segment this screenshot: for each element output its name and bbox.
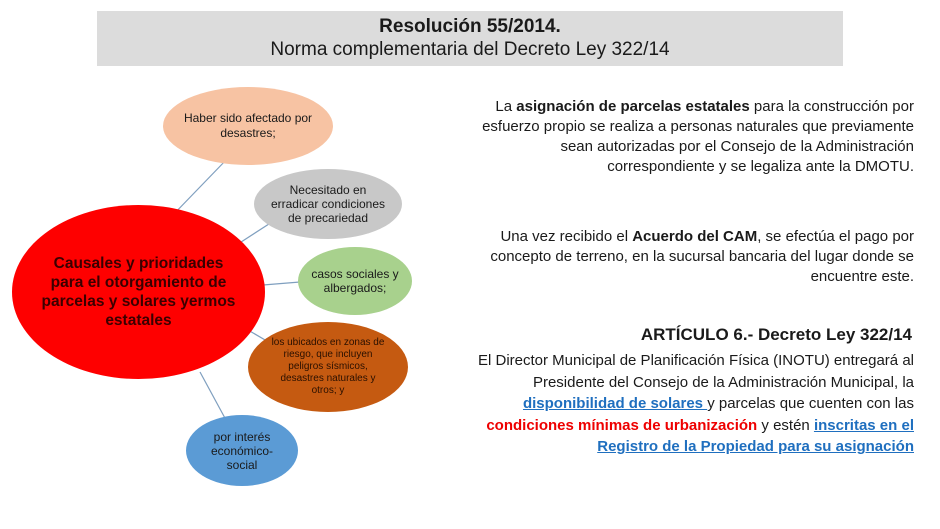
link-registro-propiedad[interactable]: inscritas en el Registro de la Propiedad para su asignación	[597, 416, 914, 455]
node-label: Necesitado en erradicar condiciones de precariedad	[270, 183, 386, 225]
link-disponibilidad-solares[interactable]: disponibilidad de solares	[522, 395, 708, 412]
paragraph-acuerdo	[474, 227, 914, 287]
title-main: Resolución 55/2014.	[379, 16, 561, 37]
connector-3	[263, 282, 300, 285]
diagram-node-desastres	[163, 87, 333, 165]
node-label: por interés económico-social	[210, 429, 274, 472]
diagram-center-node	[12, 205, 265, 379]
diagram-node-casos-sociales	[298, 247, 412, 315]
diagram-node-precariedad	[254, 169, 402, 239]
connector-5	[200, 372, 226, 420]
text-segment: El Director Municipal de Planificación Física (INOTU) entregará al Presidente del Consejo de la Administración Municipal, la	[478, 352, 914, 391]
red-condiciones-urbanizacion: condiciones mínimas de urbanización	[486, 416, 758, 434]
node-label: Haber sido afectado por desastres;	[183, 111, 313, 140]
node-label: casos sociales y albergados;	[311, 267, 399, 295]
paragraph-articulo	[444, 350, 914, 458]
text-segment: y parcelas que cuenten con las	[707, 395, 914, 412]
node-label: los ubicados en zonas de riesgo, que incluyen peligros sísmicos, desastres naturales y otros; y	[271, 337, 385, 396]
paragraph-asignacion	[474, 97, 914, 177]
diagram-node-zonas-riesgo	[248, 322, 408, 412]
bold-asignacion: asignación de parcelas estatales	[516, 98, 750, 115]
text-segment: para la construcción por esfuerzo propio se realiza a personas naturales que previamente sean autorizadas por el Consejo de la Administración correspondiente y se legaliza ante la DMOTU.	[482, 98, 914, 175]
center-node-label: Causales y prioridades para el otorgamiento de parcelas y solares yermos estatales	[41, 255, 236, 329]
text-segment: Una vez recibido el	[500, 228, 633, 245]
text-segment: , se efectúa el pago por concepto de terreno, en la sucursal bancaria del lugar donde se encuentre este.	[490, 228, 914, 285]
title-subtitle: Norma complementaria del Decreto Ley 322/14	[270, 39, 670, 60]
bold-acuerdo-cam: Acuerdo del CAM	[632, 228, 758, 245]
text-segment: y estén	[757, 416, 814, 434]
connector-2	[238, 222, 272, 244]
text-segment: La	[495, 98, 517, 115]
article-heading: ARTÍCULO 6.- Decreto Ley 322/14	[640, 325, 912, 344]
diagram-node-interes-economico	[186, 415, 298, 486]
